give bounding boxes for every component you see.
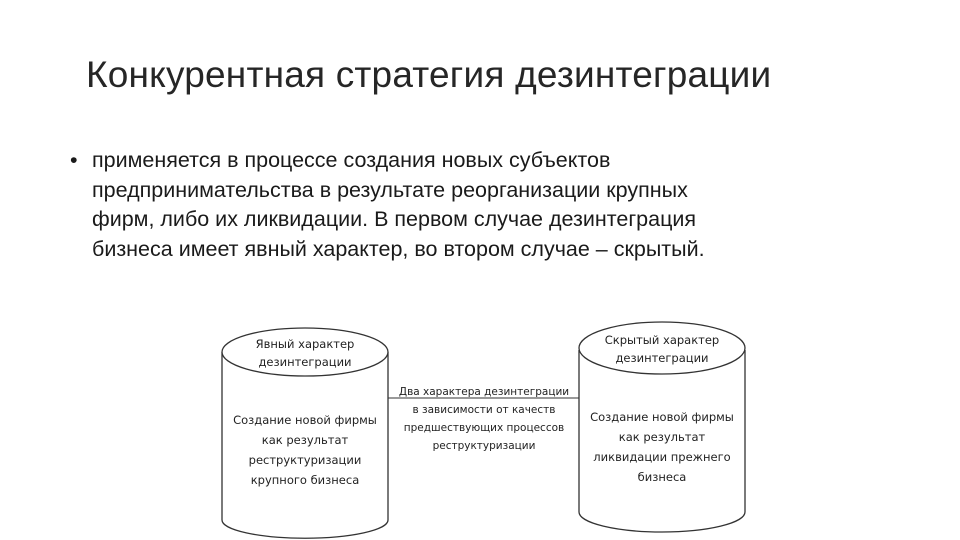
right-cylinder-top-line: Скрытый характер bbox=[604, 333, 720, 347]
bullet-marker: • bbox=[70, 148, 78, 172]
connector-caption-line: в зависимости от качеств bbox=[412, 404, 556, 416]
right-cylinder-body-line: как результат bbox=[618, 430, 706, 444]
left-cylinder-body-line: как результат bbox=[261, 433, 349, 447]
bullet-line: фирм, либо их ликвидации. В первом случае дезинтеграция bbox=[92, 207, 697, 231]
connector-caption-line: предшествующих процессов bbox=[403, 422, 565, 434]
bullet-line: предпринимательства в результате реорганизации крупных bbox=[92, 177, 688, 202]
bullet-line: бизнеса имеет явный характер, во втором случае – скрытый. bbox=[92, 236, 705, 261]
left-cylinder-top-line: дезинтеграции bbox=[258, 355, 352, 369]
right-cylinder bbox=[579, 322, 745, 532]
left-cylinder bbox=[222, 328, 388, 538]
right-cylinder-body-line: Создание новой фирмы bbox=[590, 410, 734, 424]
bullet-line: применяется в процессе создания новых субъектов bbox=[92, 148, 611, 172]
connector-caption-line: Два характера дезинтеграции bbox=[398, 386, 570, 398]
left-cylinder-body-line: крупного бизнеса bbox=[250, 473, 360, 487]
connector-caption bbox=[399, 386, 569, 452]
right-cylinder-top bbox=[579, 322, 745, 374]
left-cylinder-top-line: Явный характер bbox=[255, 337, 355, 351]
left-cylinder-body-line: Создание новой фирмы bbox=[233, 413, 377, 427]
left-cylinder-body-line: реструктуризации bbox=[248, 453, 362, 467]
slide-title: Конкурентная стратегия дезинтеграции bbox=[86, 54, 772, 95]
right-cylinder-top-line: дезинтеграции bbox=[615, 351, 709, 365]
right-cylinder-body-line: бизнеса bbox=[637, 470, 687, 484]
right-cylinder-body-line: ликвидации прежнего bbox=[593, 450, 731, 464]
connector-caption-line: реструктуризации bbox=[432, 440, 536, 452]
